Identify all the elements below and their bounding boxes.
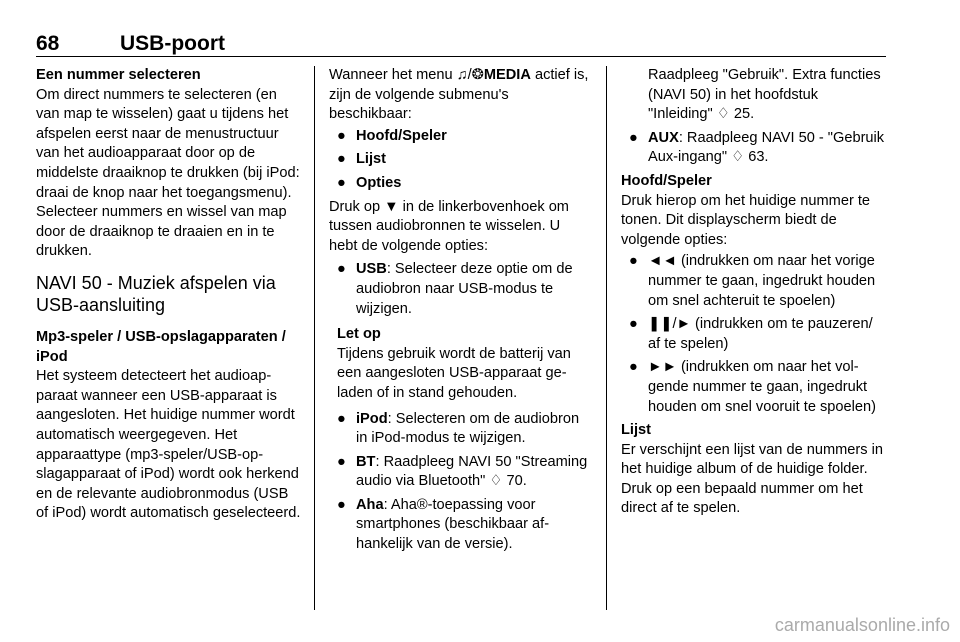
page-header xyxy=(36,32,886,58)
page-title: USB-poort xyxy=(120,32,225,55)
aux-list xyxy=(621,129,886,168)
heading-list: Lijst xyxy=(621,422,651,439)
bullet-icon: ● xyxy=(629,359,638,376)
list-item: ● USB: Selecteer deze optie om de audiobron naar USB-modus te wijzigen. xyxy=(337,261,573,317)
bullet-icon: ● xyxy=(337,496,346,513)
list-item: ● Opties xyxy=(329,174,591,194)
bullet-icon: ● xyxy=(337,151,346,168)
bullet-icon: ● xyxy=(337,261,346,278)
bullet-icon: ● xyxy=(337,453,346,470)
heading-select-track: Een nummer selecteren xyxy=(36,67,201,83)
bullet-icon: ● xyxy=(629,316,638,333)
watermark: carmanualsonline.info xyxy=(774,615,950,635)
music-media-icon: ♫/❂ xyxy=(456,67,484,83)
paragraph-list: Er verschijnt een lijst van de nummers in het huidige album of de huidige folder. Druk op een bepaald nummer om het direct af te spelen. xyxy=(621,441,883,517)
list-item xyxy=(621,315,886,354)
column-2 xyxy=(329,66,591,559)
list-item: ● iPod: Selecteren om de audiobron in iPod-modus te wijzigen. xyxy=(337,410,580,447)
paragraph-mp3-player: Het systeem detecteert het audioapparaat wanneer een USB-apparaat is aangesloten. Het huidige nummer wordt automatisch weergegeven. Het apparaattype (mp3-speler/USB-opslagapparaat of iPod) wordt ook herkend en de relevante audiobronmodus (USB of iPod) wordt automatisch geselecteerd. xyxy=(36,368,301,522)
list-item: ● BT: Raadpleeg NAVI 50 "Streaming audio via Bluetooth" ♢ 70. xyxy=(337,453,588,490)
paragraph-continued: Raadpleeg "Gebruik". Extra functies (NAVI 50) in het hoofdstuk "Inleiding" ♢ 25. xyxy=(648,67,881,123)
heading-main-player: Hoofd/Speler xyxy=(621,172,712,189)
bullet-icon: ● xyxy=(337,174,346,191)
heading-mp3-player: Mp3-speler / USB-opslagapparaten / iPod xyxy=(36,328,286,365)
bullet-icon: ● xyxy=(337,127,346,144)
next-track-text: ►► (indrukken om naar het volgende nummer te gaan, ingedrukt houden om snel vooruit te spoelen) xyxy=(648,359,876,415)
bullet-icon: ● xyxy=(629,129,638,146)
play-pause-text: ❚❚/► (indrukken om te pauzeren/ af te spelen) xyxy=(648,316,873,352)
list-item: ● Hoofd/Speler xyxy=(329,127,591,147)
list-item: ● Lijst xyxy=(329,150,591,170)
heading-navi50-usb: NAVI 50 - Muziek afspelen via USB-aansluiting xyxy=(36,272,276,315)
source-options-list-2 xyxy=(329,410,591,555)
prev-track-text: ◄◄ (indrukken om naar het vorige nummer te gaan, ingedrukt houden om snel achteruit te spoelen) xyxy=(648,253,876,309)
column-divider-1 xyxy=(314,66,315,610)
note-text: Tijdens gebruik wordt de batterij van een aangesloten USB-apparaat geladen of in stand gehouden. xyxy=(337,345,571,401)
paragraph-press-source: Druk op ▼ in de linkerbovenhoek om tussen audiobronnen te wisselen. U hebt de volgende opties: xyxy=(329,198,569,254)
paragraph-main-player: Druk hierop om het huidige nummer te tonen. Dit displayscherm biedt de volgende opties: xyxy=(621,192,871,248)
list-item xyxy=(621,358,886,417)
list-item: ● AUX: Raadpleeg NAVI 50 - "Gebruik Aux-ingang" ♢ 63. xyxy=(629,129,885,166)
header-rule xyxy=(36,56,886,57)
paragraph-select-track: Om direct nummers te selecteren (en van map te wisselen) gaat u tijdens het afspelen eerst naar de menustructuur van het audioapparaat door op de middelste draaiknop te drukken (bij iPod: draai de knop naar het toegangsmenu). Selecteer nummers en wissel van map door de draaiknop te draaien en in te drukken. xyxy=(36,86,300,260)
submenu-list xyxy=(329,127,591,194)
list-item: ● Aha: Aha®-toepassing voor smartphones (beschikbaar afhankelijk van de versie). xyxy=(337,496,550,553)
playback-options-list xyxy=(621,252,886,417)
column-divider-2 xyxy=(606,66,607,610)
source-options-list xyxy=(329,260,591,319)
column-3 xyxy=(621,66,886,519)
bullet-icon: ● xyxy=(337,410,346,427)
paragraph-media-menu: Wanneer het menu ♫/❂MEDIA actief is, zijn de volgende submenu's beschikbaar: xyxy=(329,67,589,123)
bullet-icon: ● xyxy=(629,253,638,270)
page-number: 68 xyxy=(36,32,60,55)
list-item xyxy=(621,252,886,311)
column-1 xyxy=(36,66,301,524)
note-box xyxy=(337,325,591,403)
note-title: Let op xyxy=(337,326,381,343)
